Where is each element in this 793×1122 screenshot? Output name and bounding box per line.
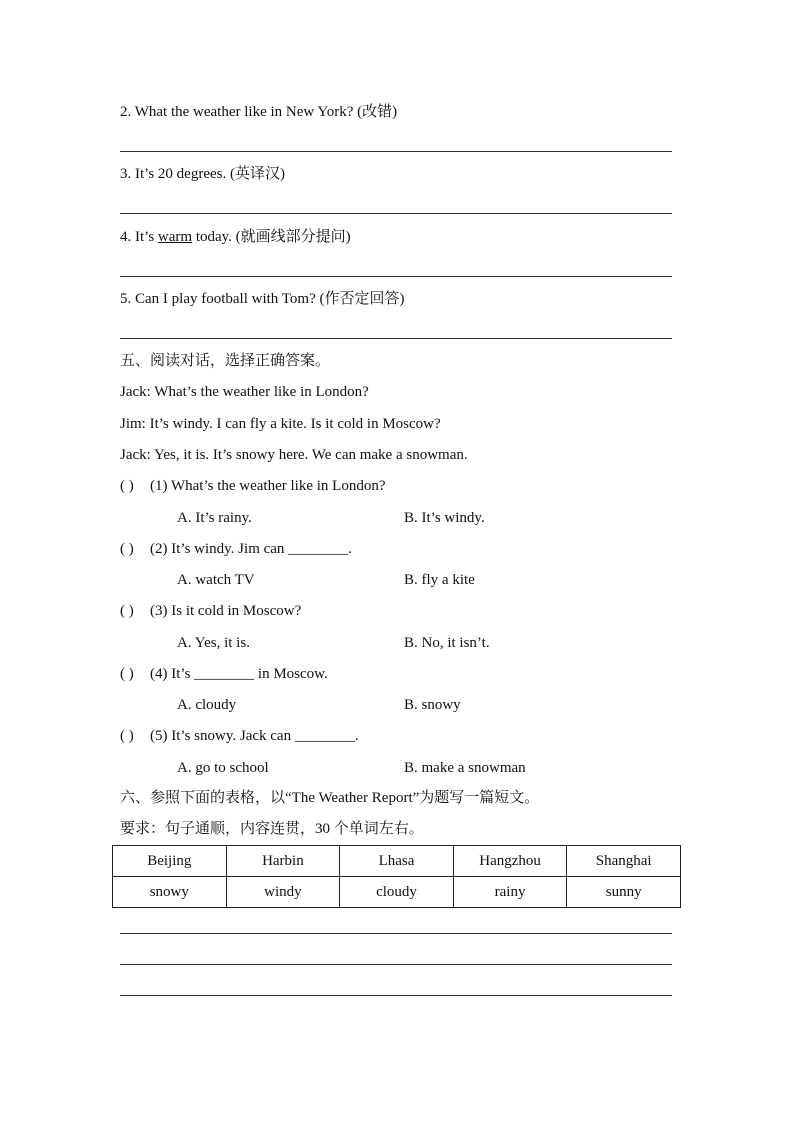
answer-line-5: [120, 338, 672, 339]
question-text: (3) Is it cold in Moscow?: [150, 603, 302, 619]
table-row-cities: [113, 846, 681, 877]
answer-blank[interactable]: ( ): [120, 728, 134, 744]
table-cell-weather: snowy: [113, 877, 227, 908]
answer-line-2: [120, 151, 672, 152]
option-a: A. It’s rainy.: [177, 510, 252, 526]
table-cell-city: Shanghai: [567, 846, 681, 877]
option-b: B. make a snowman: [404, 760, 526, 776]
reading-question-2: [120, 539, 352, 559]
option-a: A. go to school: [177, 760, 269, 776]
question-2: 2. What the weather like in New York? (改错): [120, 104, 398, 120]
table-cell-city: Beijing: [113, 846, 227, 877]
answer-blank[interactable]: ( ): [120, 541, 134, 557]
writing-requirement: 要求：句子通顺，内容连贯，30 个单词左右。: [120, 821, 424, 837]
option-b: B. snowy: [404, 697, 461, 713]
reading-question-4: [120, 664, 328, 684]
answer-line-4: [120, 276, 672, 277]
option-a: A. cloudy: [177, 697, 237, 713]
table-cell-city: Harbin: [226, 846, 340, 877]
dialogue-line-1: Jack: What’s the weather like in London?: [120, 384, 369, 400]
question-4-pre: 4. It’s: [120, 229, 158, 245]
question-4: [120, 227, 351, 247]
weather-table: [112, 845, 681, 908]
question-text: (5) It’s snowy. Jack can ________.: [150, 728, 359, 744]
option-a: A. watch TV: [177, 572, 255, 588]
answer-blank[interactable]: ( ): [120, 603, 134, 619]
writing-line-2: [120, 964, 672, 965]
table-cell-weather: windy: [226, 877, 340, 908]
question-4-post: today. (就画线部分提问): [192, 229, 351, 245]
answer-line-3: [120, 213, 672, 214]
reading-question-3: [120, 601, 301, 621]
writing-line-3: [120, 995, 672, 996]
option-a: A. Yes, it is.: [177, 635, 250, 651]
table-cell-city: Lhasa: [340, 846, 454, 877]
reading-question-5: [120, 726, 359, 746]
answer-blank[interactable]: ( ): [120, 666, 134, 682]
table-cell-weather: sunny: [567, 877, 681, 908]
table-row-weather: [113, 877, 681, 908]
reading-question-1: [120, 476, 385, 496]
question-4-underlined-word: warm: [157, 229, 193, 245]
section-5-title: 五、阅读对话，选择正确答案。: [120, 353, 331, 369]
question-text: (2) It’s windy. Jim can ________.: [150, 541, 352, 557]
table-cell-city: Hangzhou: [453, 846, 567, 877]
question-3: 3. It’s 20 degrees. (英译汉): [120, 166, 285, 182]
writing-line-1: [120, 933, 672, 934]
dialogue-line-3: Jack: Yes, it is. It’s snowy here. We can make a snowman.: [120, 447, 468, 463]
table-cell-weather: cloudy: [340, 877, 454, 908]
question-text: (4) It’s ________ in Moscow.: [150, 666, 328, 682]
table-cell-weather: rainy: [453, 877, 567, 908]
answer-blank[interactable]: ( ): [120, 478, 134, 494]
section-6-title: 六、参照下面的表格，以“The Weather Report”为题写一篇短文。: [120, 790, 540, 806]
option-b: B. It’s windy.: [404, 510, 485, 526]
option-b: B. fly a kite: [404, 572, 475, 588]
question-text: (1) What’s the weather like in London?: [150, 478, 386, 494]
dialogue-line-2: Jim: It’s windy. I can fly a kite. Is it cold in Moscow?: [120, 416, 441, 432]
question-5: 5. Can I play football with Tom? (作否定回答): [120, 291, 405, 307]
option-b: B. No, it isn’t.: [404, 635, 490, 651]
